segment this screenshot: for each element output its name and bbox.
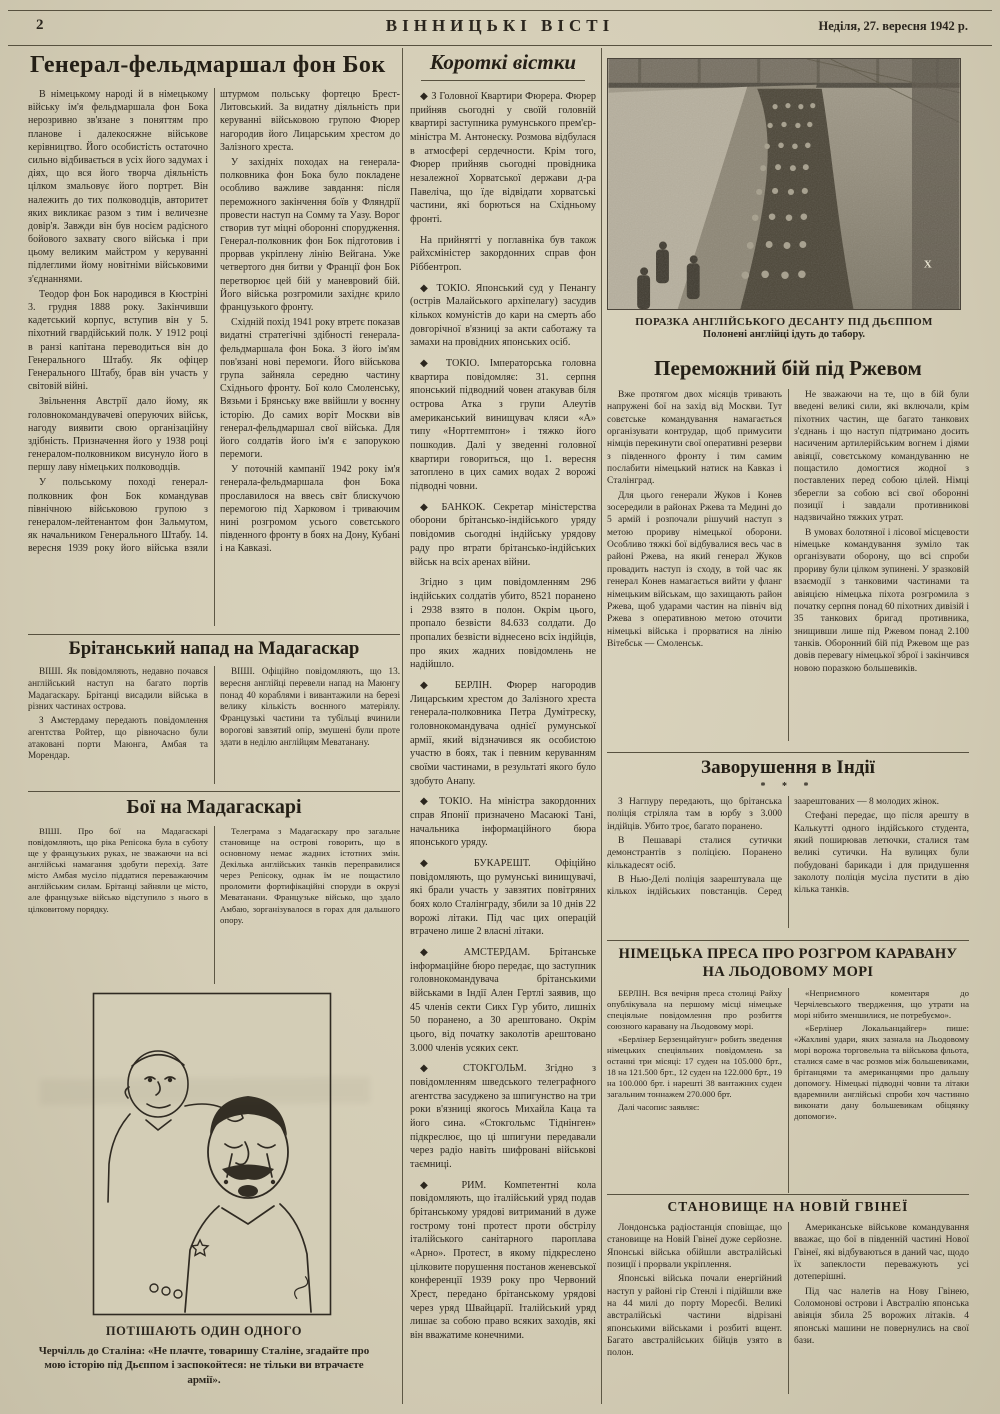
article-madagascar-battles [28, 796, 400, 990]
paragraph: Далі часопис заявляє: [618, 1102, 700, 1113]
cartoon-caption-title: ПОТІШАЮТЬ ОДИН ОДНОГО [105, 1324, 303, 1338]
cartoon-churchill-stalin [92, 992, 332, 1316]
news-item: Згідно з цим повідомленням 296 індійських солдатів убито, 8521 поранено і 2938 взято в полон. Окрім цього, пропало безвісти 84.633 солдати. До пропалих безвісти віднесено всіх індійців, про яких жадних повідомлень не надійшло. [410, 577, 596, 671]
section-rule [607, 752, 969, 753]
news-item: ◆ БАНКОК. Секретар міністерства оборони брітансько-індійського уряду повідомив сьогодні індійську урядову раду про втрати брітансько-індійських військ на всіх аренах війни. [410, 501, 596, 568]
paragraph: Для цього генерали Жуков і Конев зосередили в районах Ржева та Медині до 5 армій і розпочали рішучий наступ з метою прориву німецької оборони. Особливо тяжкі бої відбувалися весь час в районі Ржева, на який генерал Жуков провадить наступ із сходу, в той час як генерал Конев намагається вийти у фланг німецьким військам, що захищають район Ржева, щоб ударами частин на північ від Ржева з оперативною метою оточити німецькі війська і прорватися на лінію Вітебськ — Смоленськ. [607, 490, 782, 649]
article-new-guinea [607, 1199, 969, 1401]
news-item: ◆ ТОКІО. На міністра закордонних справ Японії призначено Масаюкі Тані, начальника інформаційного бюра японського уряду. [410, 796, 596, 849]
paragraph: У поточній кампанії 1942 року ім'я генерала-фельдмаршала фон Бока прославилося на ввесь світ блискучою перемогою під Харковом і триваючим нині розгромом усього совєтського південного фронту в боях на Дону, Кубані і на Кавказі. [220, 464, 400, 555]
article-body-madagascar-attack [28, 666, 400, 784]
paragraph: Звільнення Австрії дало йому, як головнокомандувачеві оперуючих військ, нагоду виявити свою організаційну здібність. Призначення його у 1938 році генералом-полковником висунуло його в першу лаву німецьких полководців. [28, 396, 208, 474]
photo-caption [607, 316, 961, 340]
paragraph: «Берлінер Берзенцайтунг» робить зведення німецьких спеціяльних повідомлень за останні три місяці: 17 суден на 105.000 брт., 18 на 121.500 брт., 12 суден на 122.000 брт., 19 на 100.000 брт. і нарешті 38 вантажних суден загальним тоннажем 270.000 брт. [607, 1034, 782, 1100]
news-item: ◆ АМСТЕРДАМ. Брітанське інформаційне бюро передає, що заступник головнокомандувача брітанськими військами в Індії Ален Гертлі заявив, що 45 членів секти Сикх Гур убито, лишніх 50 поранено, а 30 арештовано. Окрім цього, від початку заколотів арештовано 3.000 членів усяких сект. [410, 946, 596, 1054]
article-body-fon-bok [28, 88, 400, 626]
news-item: ◆ БЕРЛІН. Фюрер нагородив Лицарським хрестом до Залізного хреста генерала-полковника Петра Думітреску, головнокомандувача однієї румунської армії, який відзначився як особистою участю в боях, так і певним керуванням своїми частинами, в результаті якого було здобуто Анапу. [410, 679, 596, 787]
masthead-rule [8, 45, 992, 46]
news-item: ◆ ТОКІО. Імператорська головна квартира повідомляє: 31. серпня японський підводний човен атакував біля острова Атка з групи Алеутів американський винищувач кляси «А» типу «Нортгемптон» і тяжко його пошкодив. Далі у зведенні головної квартири говориться, що 1. вересня затоплено в цих самих водах 2 ворожі підводні човни. [410, 358, 596, 493]
photo-caption-title: ПОРАЗКА АНГЛІЙСЬКОГО ДЕСАНТУ ПІД ДЬЄППОМ [635, 316, 933, 328]
paragraph: З Амстердаму передають повідомлення агентства Ройтер, що рівночасно були атаковані порти Маюнга, Амбая та Морендар. [28, 715, 208, 761]
paragraph: Під час налетів на Нову Гвінею, Соломонові острови і Австралію японська авіяція збила 25 ворожих літаків. 4 японські машини не повернулись на свої бази. [794, 1286, 969, 1347]
news-item: ◆ СТОКГОЛЬМ. Згідно з повідомленням шведського телеграфного агентства засуджено за шпигунство на три роки в'язниці якогось Михайла Каца та його сина. «Стокгольмс Тіднінген» підкреслює, що ці шпигуни передавали через радіо навіть шифровані військові таємниці. [410, 1063, 596, 1171]
article-body-rzhev [607, 389, 969, 741]
article-fon-bok [28, 52, 400, 634]
article-rzhev [607, 356, 969, 750]
article-title-madagascar-attack: Брітанський напад на Мадагаскар [68, 639, 360, 659]
article-title-short-news: Короткі вістки [421, 50, 585, 81]
paragraph: У західніх походах на генерала-полковника фон Бока було покладене особливо важливе завдання: після переможного закінчення боїв у Фляндрії провести наступ на Сомму та Уазу. Ворог створив тут міцні оборонні спорудження. Генерал-полковник фон Бок підготовив і прорвав укріплену лінію Вейгана. Уже четвертого дня битви у Франції фон Бок перетворює цей бій у маневровий бій. Його війська розгромили західнє крило французького фронту. [220, 156, 400, 313]
article-body-madagascar-battles [28, 826, 400, 984]
paragraph: В умовах болотяної і лісової місцевости німецьке командування зуміло так організувати оборону, що всі спроби прориву були цілком зупинені. У зразковій взаємодії з танковими частинами та авіяцією німецька піхота розгромила з початку серпня понад 60 піхотних дивізій і 35 танкових бригад противника, знищивши лише під Ржевом понад 2.100 танків. Оборонний бій під Ржевом ще раз довів перевагу німецької зброї і закінчився новою поразкою большевиків. [794, 527, 969, 674]
paragraph: ВІШІ. Як повідомляють, недавно почався англійський наступ на багато портів Мадагаскару. Брітанці висадили війська в різних частинах острова. [28, 666, 208, 712]
news-item: На прийнятті у поглавніка був також райхсміністер закордонних справ фон Ріббентроп. [410, 234, 596, 274]
article-title-new-guinea: СТАНОВИЩЕ НА НОВІЙ ГВІНЕЇ [667, 1199, 909, 1214]
paragraph: У польському поході генерал-полковник фон Бок командував північною військовою групою з генералом-лейтенантом фон Зальмутом, як начальником Генерального Штабу. 14. вересня 1939 року його війська взяли штурмом польську фортецю Брест-Литовський. За видатну діяльність при керуванні військовою групою Фюрер нагородив його Лицарським хрестом до Залізного хреста. [28, 89, 400, 555]
column-divider-right [601, 48, 602, 1404]
paragraph: В німецькому народі й в німецькому війську ім'я фельдмаршала фон Бока нерозривно зв'язане з поняттям про планове і далекосяжне військове керівництво. Його особистість остаточно сильно відбивається в усіх його задумах і діях, що вся його творча діяльність цілком змальовує його портрет. Він належить до тих полководців, авторитет яких викликає разом з тим і величезне довір'я. Завжди він був носієм радісного бойового захвату свого війська і при цьому великим майстром у керуванні підлеглими йому новітніми військовими з'єднаннями. [28, 89, 208, 285]
short-news-list [410, 90, 596, 1343]
newspaper-title: ВІННИЦЬКІ ВІСТІ [385, 16, 615, 35]
paragraph: Японські війська почали енергійний наступ у районі гір Стенлі і підійшли вже на 44 милі до порту Моресбі. Великі австралійські частини відрізані японськими військами і розбиті вщент. Багато австралійських бійців узято в полон. [607, 1274, 782, 1359]
paragraph: Лондонська радіостанція сповіщає, що становище на Новій Гвінеї дуже серйозне. Японські війська обійшли австралійські позиції і прорвали укріплення. [607, 1223, 782, 1271]
paragraph: Вже протягом двох місяців тривають напружені бої на захід від Москви. Тут совєтське командування намагається організувати контрудар, щоб примусити німців перекинути свої оперативні резерви з південного фронту і тим самим послабити німецький натиск на Кавказ і Сталінград. [607, 390, 782, 487]
paragraph: З Нагпуру передають, що брітанська поліція стріляла там в юрбу з 3.000 індійців. Убито троє, багато поранено. [607, 797, 782, 832]
article-body-german-press [607, 988, 969, 1193]
article-title-rzhev: Переможний бій під Ржевом [654, 356, 922, 380]
paragraph: В Пешаварі сталися сутички демонстрантів з поліцією. Поранено кількадесят осіб. [607, 836, 782, 871]
article-title-fon-bok: Генерал-фельдмаршал фон Бок [30, 52, 386, 78]
paragraph: «Берлінер Локальанцайгер» пише: «Жахливі удари, яких зазнала на Льодовому морі ворожа торговельна та військова фльота, сталися саме в час розмов між большевиками, брітанцями та американцями про дальшу допомогу. Німецькі підводні човни та літаки вдаремнили англійські спроби хоч частинно виконати дану большевикам обіцянку допомоги». [794, 1023, 969, 1122]
article-body-new-guinea [607, 1222, 969, 1394]
page-number: 2 [36, 17, 44, 33]
paragraph: Стефані передає, що після арешту в Калькутті одного індійського студента, який поширював летючки, сталися там великі сутички. На вулицях були побудовані барикади і для придушення заколоту поліція мусіла пустити в дію кілька танків. [794, 811, 969, 896]
article-german-press [607, 945, 969, 1193]
dieppe-photo-illustration [607, 58, 961, 310]
section-rule [607, 940, 969, 941]
news-item: ◆ З Головної Квартири Фюрера. Фюрер прийняв сьогодні у своїй головній квартирі заступника румунського прем'єр-міністра М. Антонеску. Розмова відбулася в атмосфері сердечности. Крім того, Фюрер прийняв сьогодні провідника незалежної Хорватської держави д-ра Павеліча, що їде відвідати хорватські частини, які борються на Східньому фронті. [410, 91, 596, 226]
paragraph: БЕРЛІН. Вся вечірня преса столиці Райху опублікувала на першому місці німецьке спеціяльне повідомлення про розбиття союзного каравану на Льодовому морі. [607, 988, 782, 1032]
paragraph: Теодор фон Бок народився в Кюстріні 3. грудня 1888 року. Закінчивши кадетський корпус, вступив він у 5. піхотний гвардійський полк. У 1912 році в ранзі капітана переводиться він до Генерального Штабу. Як офіцер Генерального Штабу, брав він участь у світовій війні. [28, 288, 208, 393]
masthead [30, 14, 970, 40]
section-rule [28, 791, 400, 792]
issue-date: Неділя, 27. вересня 1942 р. [818, 19, 968, 33]
column-divider-left [402, 48, 403, 1404]
article-title-german-press: НІМЕЦЬКА ПРЕСА ПРО РОЗГРОМ КАРАВАНУ НА ЛЬОДОВОМУ МОРІ [618, 946, 958, 981]
paragraph: ВІШІ. Офіційно повідомляють, що 13. вересня англійці перевели напад на Маюнгу понад 40 кораблями і вивантажили на березі велику кількість воєнного матеріялу. Французькі частини та тубільці вчинили ворогові завзятий опір, змушені були проте здати в неділю англійцям Меватанану. [220, 666, 400, 747]
photo-caption-subtitle: Полонені англійці ідуть до табору. [702, 329, 866, 340]
paragraph: Телеграма з Мадагаскару про загальне становище на острові говорить, що в основному немає жадних істотних змін. Декілька англійських танків переправилися через Репісоку, однак їм не пощастило проломити фортифікаційні споруди в окрузі Меватанани. Французьке військо, що здало Амбаю, зорганізувалося в горах для дальшого опору. [220, 826, 400, 925]
photo-x-mark: X [923, 258, 932, 271]
paragraph: Східній похід 1941 року втретє показав видатні стратегічні здібності генерала-фельдмаршала фон Бока. З його ім'ям пов'язані нові перемоги. Його військова група зайняла середню частину Східнього фронту. Бої коло Смоленську, Вязьми і Брянську вже ввійшли у воєнну історію. До самих воріт Москви вів генерал-фельдмаршал свої війська. Для його солдатів його ім'я є запорукою перемоги. [220, 317, 400, 461]
cartoon-caption [36, 1324, 372, 1387]
news-item: ◆ РИМ. Компетентні кола повідомляють, що італійський уряд подав брітанському урядові витриманий в дуже гострому тоні протест проти обстрілу італійського санітарного пароплава «Арно». Протест, в якому підкреслено цілковите порушення постанов женевської конференції 1939 року про Червоний Хрест, передано брітанському урядові через уряд Швайцарії. Італійський уряд лишає за собою право всяких заходів, які він вважатиме конечними. [410, 1179, 596, 1342]
paragraph: ВІШІ. Про бої на Мадагаскарі повідомляють, що ріка Репісока була в суботу ще у французьких руках, не зважаючи на всі англійські намагання здобути перехід. Зате місто Амбая мусіло піддатися переважаючим англійським силам. Брітанці зайняли це місто, але французьке військо відступило з нього в цілковитому порядку. [28, 826, 208, 914]
top-rule [8, 10, 992, 11]
article-short-news [410, 50, 596, 1402]
paragraph: Американське військове командування вважає, що бої в південній частині Нової Гвінеї, які відбуваються в даний час, щодо їх запеклости переважують усі дотеперішні. [794, 1223, 969, 1283]
paragraph: Не зважаючи на те, що в бій були введені великі сили, які включали, крім піхотних частин, ще багато танкових з'єднань і що наступ підтримано досить насиченим артилерійським вогнем і діями авіяції, совєтському командуванню не пощастило домогтися жодної з поставлених перед собою цілей. Німці зберегли за собою всі свої оборонні позиції і завдали противникові надзвичайно тяжких утрат. [794, 390, 969, 524]
photo-dieppe-prisoners [607, 58, 961, 340]
news-item: ◆ ТОКІО. Японський суд у Пенангу (острів Малайського архіпелагу) засудив кількох комуністів до кари на смерть або довгорічної в'язниці за акти саботажу та замахи на провідних японських осіб. [410, 282, 596, 349]
article-india-unrest [607, 757, 969, 939]
asterisk-separator: * * * [760, 781, 816, 792]
article-title-india: Заворушення в Індії [701, 757, 875, 778]
article-madagascar-attack [28, 639, 400, 789]
article-title-madagascar-battles: Бої на Мадагаскарі [126, 796, 302, 818]
news-item: ◆ БУКАРЕШТ. Офіційно повідомляють, що румунські винищувачі, які брали участь у завзятих повітряних боях коло Сталінграду, збили за 10 днів 22 ворожі літаки. Під час цих операцій втрачено лише 2 власні літаки. [410, 857, 596, 938]
paragraph: «Неприємного коментаря до Черчілевського твердження, що утрати на морі нібито зменшилися, не потребуємо». [794, 988, 969, 1021]
cartoon-illustration [92, 992, 332, 1316]
section-rule [607, 1194, 969, 1195]
paragraph: В Нью-Делі поліція заарештувала ще кількох індійських повстанців. Серед заарештованих — 8 молодих жінок. [607, 797, 940, 898]
cartoon-caption-text: Черчілль до Сталіна: «Не плачте, товаришу Сталіне, згадайте про мою історію під Дьєппом і заспокойтеся: не тільки ви втрачаєте армії». [38, 1345, 370, 1386]
section-rule [28, 634, 400, 635]
article-body-india [607, 796, 969, 928]
